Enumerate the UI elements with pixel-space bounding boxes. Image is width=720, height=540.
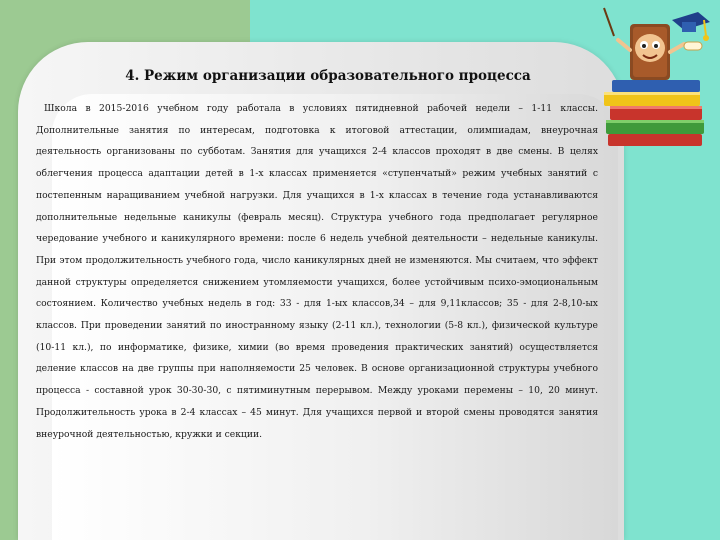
slide-content-card [18, 42, 624, 540]
book-character-graduation-icon [600, 2, 712, 152]
slide-title: 4. Режим организации образовательного процесса [125, 68, 531, 84]
slide-body-text: Школа в 2015-2016 учебном году работала в условиях пятидневной рабочей недели – 1-11 классы. Дополнительные занятия по интересам, подготовка к итоговой аттестации, олимпиадам, внеурочная деятельность организованы по субботам. Занятия для учащихся 2-4 классов проходят в две смены. В целях облегчения процесса адаптации детей в 1-х классах применяется «ступенчатый» режим учебных занятий с постепенным наращиванием учебной нагрузки. Для учащихся в 1-х классах в течение года устанавливаются дополнительные недельные каникулы (февраль месяц). Структура учебного года предполагает регулярное чередование учебного и каникулярного времени: после 6 недель учебной деятельности – недельные каникулы. При этом продолжительность учебного года, число каникулярных дней не изменяются. Мы считаем, что эффект данной структуры определяется снижением утомляемости учащихся, более устойчивым психо-эмоциональным состоянием. Количество учебных недель в год: 33 - для 1-ых классов,34 – для 9,11классов; 35 - для 2-8,10-ых классов. При проведении занятий по иностранному языку (2-11 кл.), технологии (5-8 кл.), физической культуре (10-11 кл.), по информатике, физике, химии (во время проведения практических занятий) осуществляется деление классов на две группы при наполняемости 25 человек. В основе организационной структуры учебного процесса - составной урок 30-30-30, с пятиминутным перерывом. Между уроками перемены – 10, 20 минут. Продолжительность урока в 2-4 классах – 45 минут. Для учащихся первой и второй смены проводятся занятия внеурочной деятельностью, кружки и секции. [36, 103, 598, 440]
